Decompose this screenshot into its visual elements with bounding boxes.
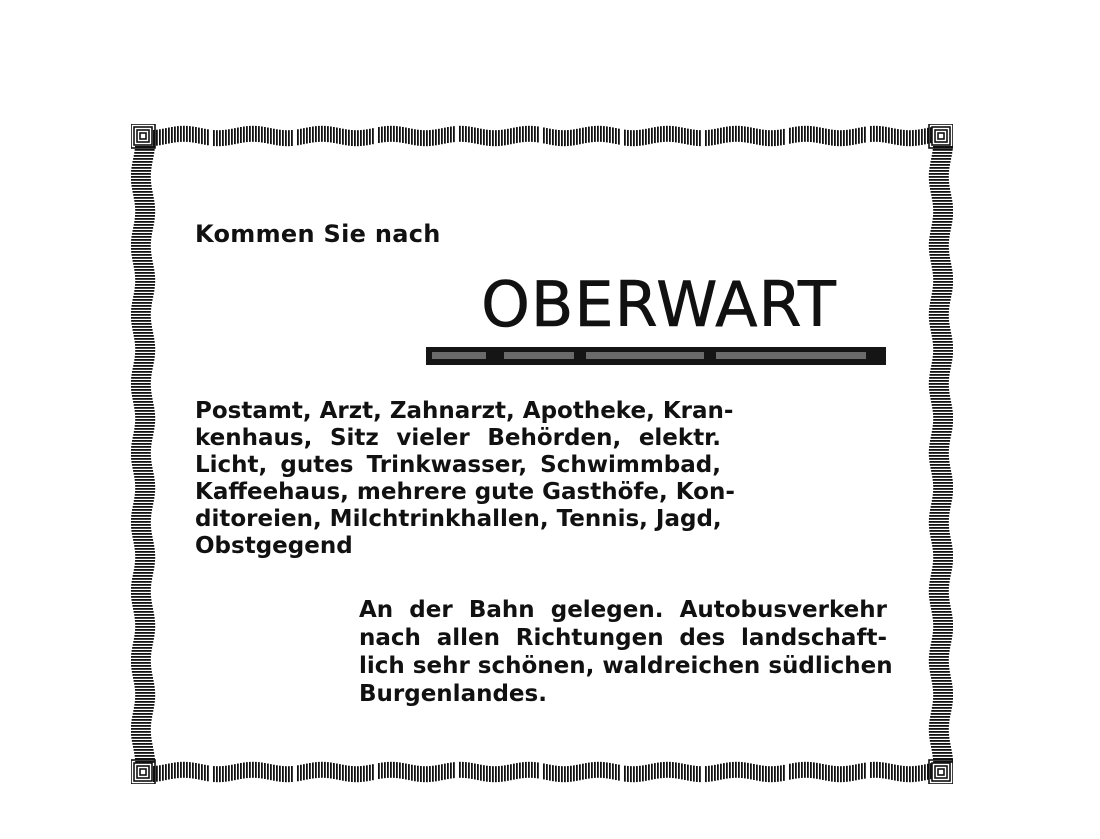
facilities-paragraph [195, 398, 735, 560]
location-line: lich sehr schönen, waldreichen südlichen [359, 653, 893, 679]
town-underline-bar [426, 347, 886, 365]
intro-text: Kommen Sie nach [195, 220, 441, 248]
town-title-block [431, 268, 887, 366]
facilities-line: Licht, gutes Trinkwasser, Schwimmbad, [195, 452, 721, 478]
facilities-line: kenhaus, Sitz vieler Behörden, elektr. [195, 425, 721, 451]
location-line: Burgenlandes. [359, 681, 547, 707]
facilities-line: ditoreien, Milchtrinkhallen, Tennis, Jagd, [195, 506, 722, 532]
location-paragraph [359, 596, 893, 708]
facilities-line: Kaffeehaus, mehrere gute Gasthöfe, Kon- [195, 479, 735, 505]
facilities-line: Obstgegend [195, 533, 353, 559]
location-line: nach allen Richtungen des landschaft- [359, 625, 887, 651]
advertisement [131, 124, 953, 784]
facilities-line: Postamt, Arzt, Zahnarzt, Apotheke, Kran- [195, 398, 734, 424]
town-name: OBERWART [481, 268, 837, 341]
location-line: An der Bahn gelegen. Autobusverkehr [359, 597, 887, 623]
